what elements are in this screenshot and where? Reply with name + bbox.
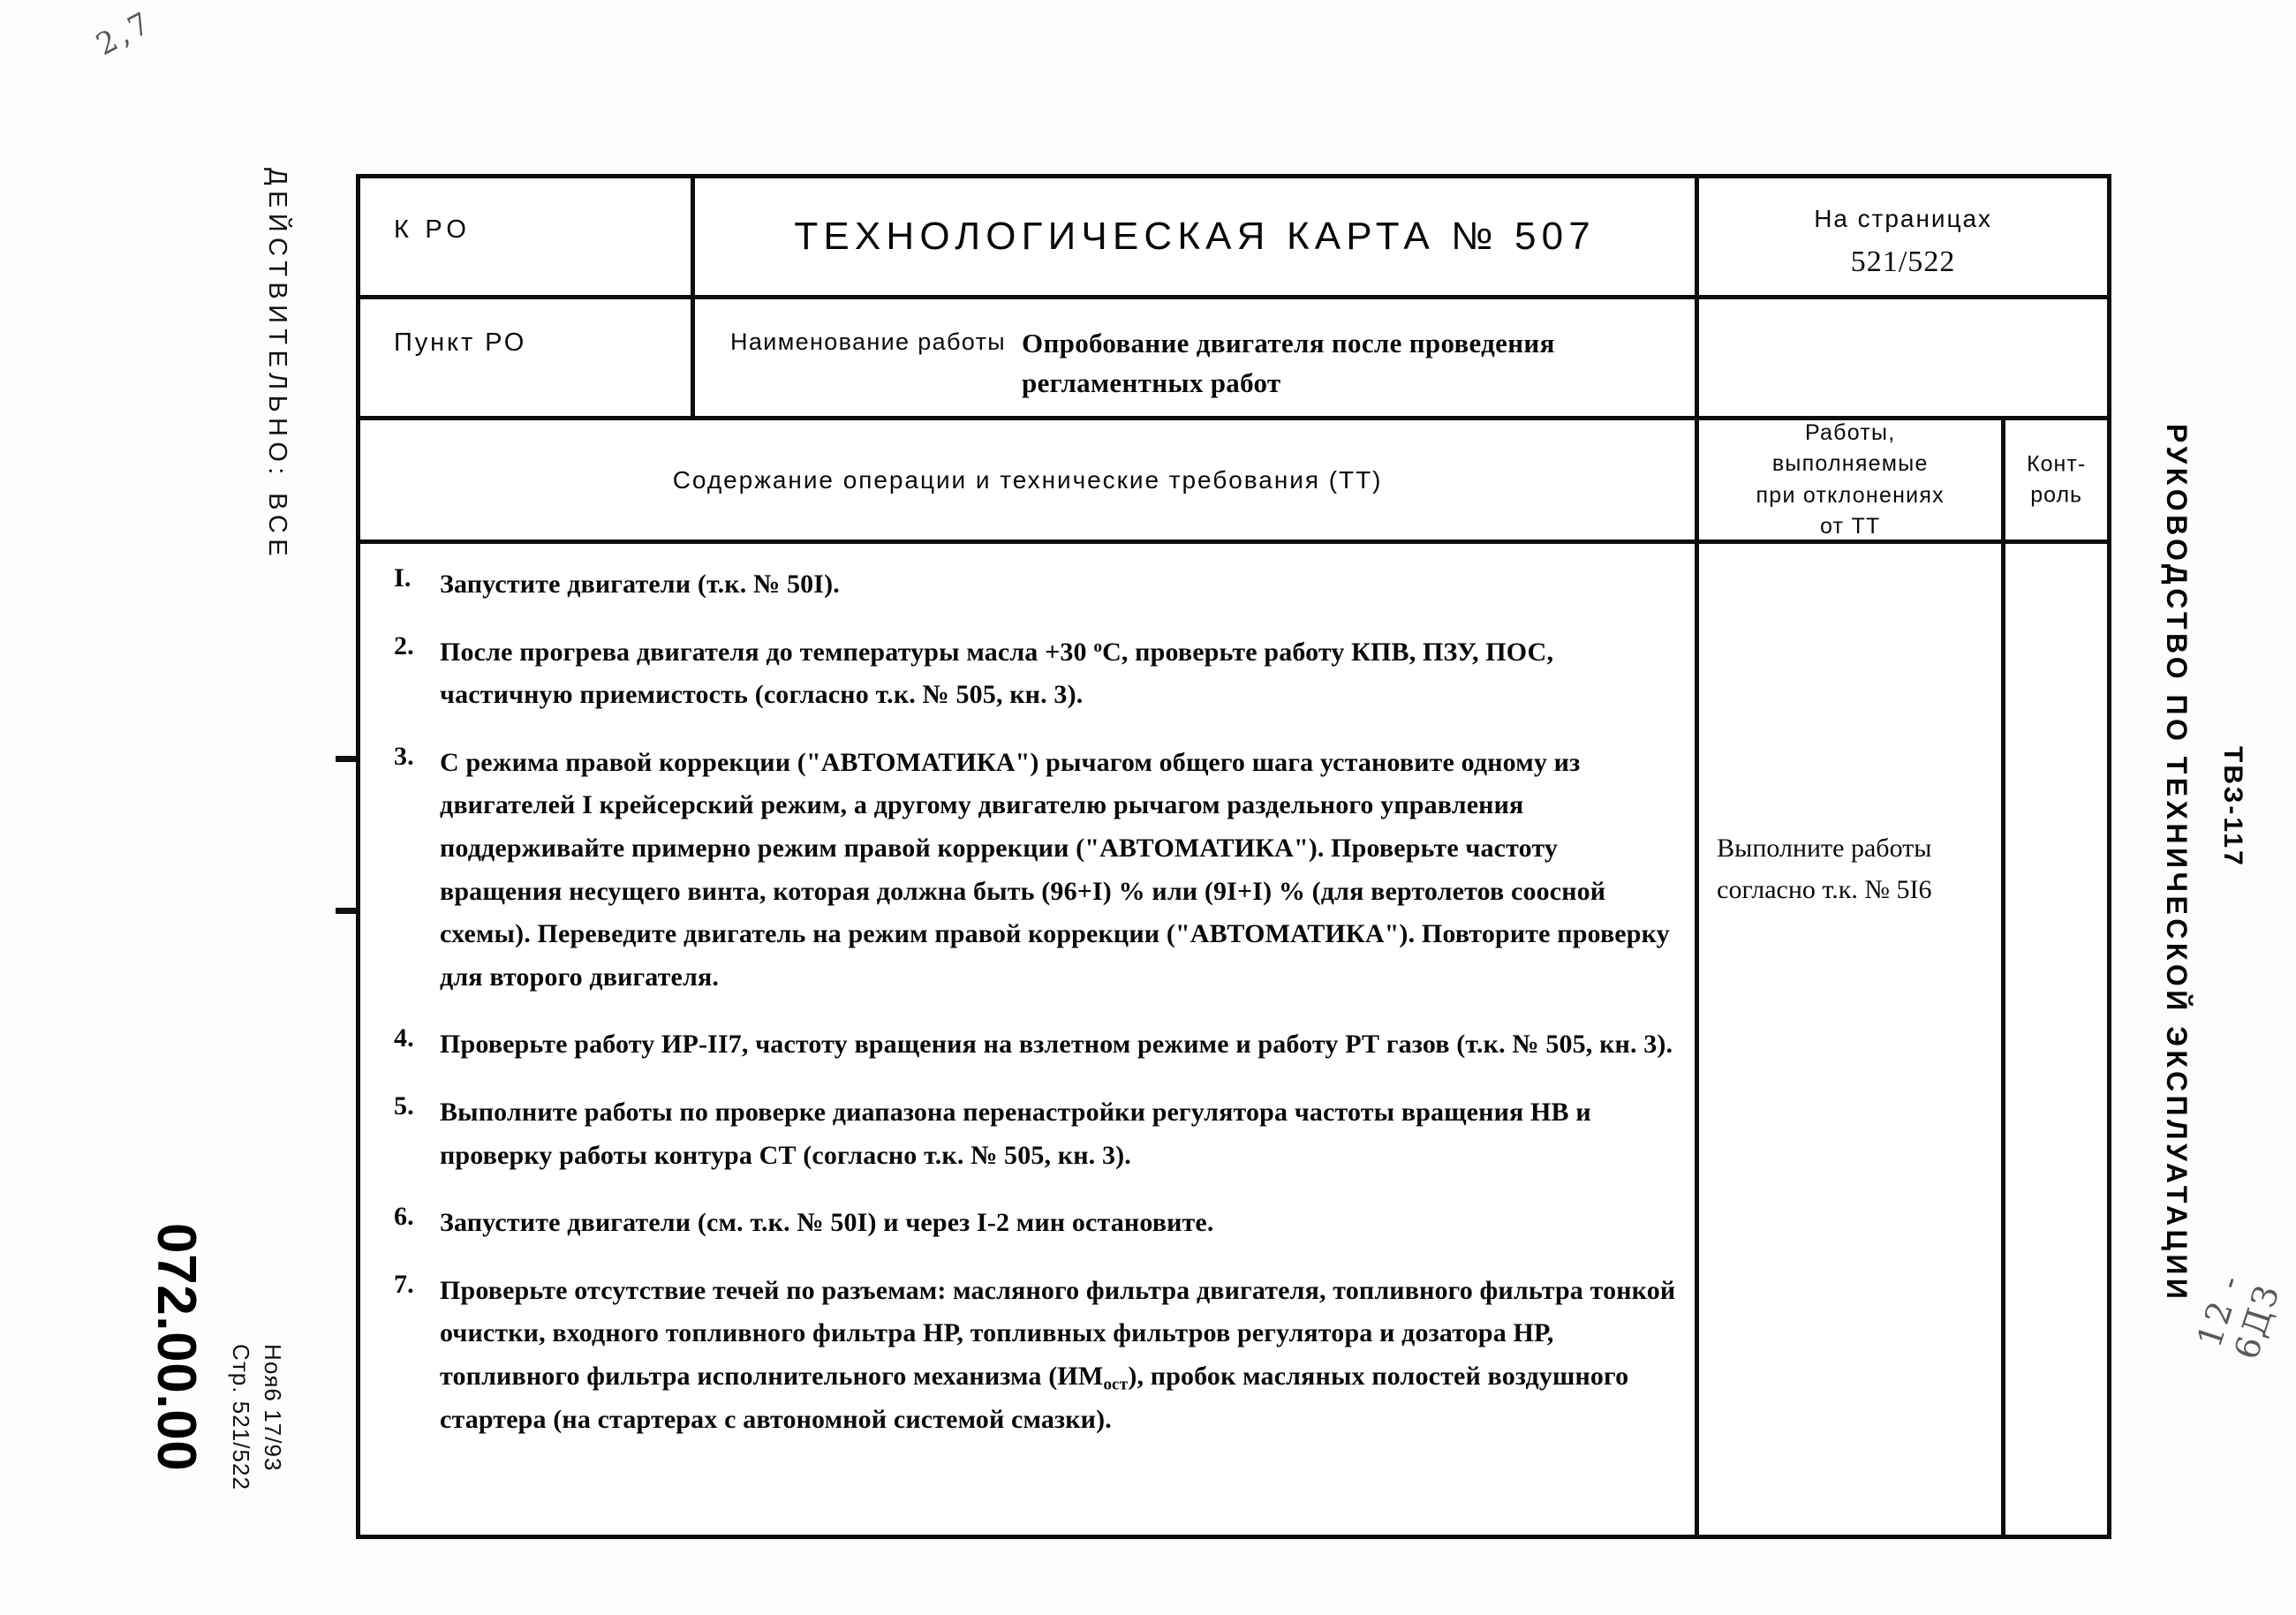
- operation-text: Выполните работы по проверке диапазона перенастройки регулятора частоты вращения НВ и проверку работы контура СТ (согласно т.к. № 505, кн. 3).: [440, 1097, 1591, 1170]
- kro-label: К РО: [394, 215, 472, 244]
- operation-number: 6.: [394, 1202, 414, 1232]
- operation-item: [394, 563, 1682, 607]
- operation-number: 4.: [394, 1023, 414, 1053]
- operation-text: Запустите двигатели (т.к. № 50I).: [440, 570, 840, 599]
- col-header-content: [360, 420, 1699, 540]
- table-body-row: [360, 544, 2107, 1535]
- col-header-dev-line2: выполняемые: [1771, 451, 1929, 476]
- operation-text: Проверьте работу ИР-II7, частоту вращения на взлетном режиме и работу РТ газов (т.к. № 505, кн. 3).: [440, 1030, 1673, 1060]
- cell-deviation-works: [1699, 544, 2005, 1535]
- handwritten-mark-right: 12 - 6ДЗ: [2189, 1268, 2288, 1364]
- operation-number: 2.: [394, 630, 414, 660]
- col-header-dev-line1: Работы,: [1804, 419, 1896, 445]
- col-header-ctrl-line1: Конт-: [2027, 451, 2087, 476]
- technology-card-table: [356, 174, 2111, 1539]
- table-header-row-title: [360, 178, 2107, 299]
- margin-validity-text: ДЕЙСТВИТЕЛЬНО: ВСЕ: [263, 168, 291, 562]
- col-header-content-label: Содержание операции и технические требования (ТТ): [672, 465, 1383, 494]
- cell-pages: [1699, 178, 2107, 295]
- pages-label: На страницах: [1814, 205, 1992, 232]
- ro-point-label: Пункт РО: [394, 328, 527, 357]
- operation-text: После прогрева двигателя до температуры масла +30 $^o$С, проверьте работу КПВ, ПЗУ, ПОС, частичную приемистость (согласно т.к. № 505, кн. 3).: [440, 637, 1554, 710]
- cell-work-name: [695, 299, 1699, 416]
- col-header-control-label: [2005, 449, 2107, 511]
- cell-kro: [360, 178, 695, 295]
- cell-ro-point: [360, 299, 695, 416]
- handwritten-mark-top: 2,7: [90, 4, 159, 64]
- margin-manual-title: РУКОВОДСТВО ПО ТЕХНИЧЕСКОЙ ЭКСПЛУАТАЦИИ: [2161, 424, 2193, 1303]
- operation-item: [394, 1202, 1682, 1245]
- cell-operations: [360, 544, 1699, 1535]
- col-header-dev-line3: при отклонениях: [1756, 482, 1945, 508]
- operation-text: Проверьте отсутствие течей по разъемам: масляного фильтра двигателя, топливного фильтра тонкой очистки, входного топливного фильтра НР, топливных фильтров регулятора и дозатора НР, топливного фильтра исполнительного механизма $(ИМ_{ост})$, пробок масляных полостей воздушного стартера (на стартерах с автономной системой смазки).: [440, 1275, 1676, 1434]
- document-number: 072.00.00: [146, 1223, 207, 1472]
- footer-revision-date: Ноя6 17/93: [260, 1344, 286, 1472]
- operation-text: С режима правой коррекции ("АВТОМАТИКА") рычагом общего шага установите одному из двигателей I крейсерский режим, а другому двигателю рычагом раздельного управления поддерживайте примерно режим правой коррекции ("АВТОМАТИКА"). Проверьте частоту вращения несущего винта, которая должна быть (96+I) % или (9I+I) % (для вертолетов соосной схемы). Переведите двигатель на режим правой коррекции ("АВТОМАТИКА"). Повторите проверку для второго двигателя.: [440, 747, 1670, 992]
- cell-card-title: [695, 178, 1699, 295]
- work-name-value: Опробование двигателя после проведения регламентных работ: [1022, 328, 1555, 398]
- col-header-ctrl-line2: роль: [2030, 482, 2083, 508]
- operation-text: Запустите двигатели (см. т.к. № 50I) и через I-2 мин остановите.: [440, 1208, 1214, 1238]
- col-header-deviations: [1699, 420, 2005, 540]
- operation-number: 7.: [394, 1269, 414, 1299]
- operation-item: [394, 742, 1682, 1000]
- operation-item: [394, 1270, 1682, 1441]
- card-title: ТЕХНОЛОГИЧЕСКАЯ КАРТА № 507: [794, 215, 1596, 258]
- col-header-deviations-label: [1699, 418, 2001, 543]
- cell-header-blank: [1699, 299, 2107, 416]
- footer-page-number: Стр. 521/522: [228, 1344, 254, 1491]
- deviation-note: Выполните работы согласно т.к. № 5I6: [1717, 834, 1932, 904]
- work-name-label: Наименование работы: [730, 328, 1007, 355]
- operation-item: [394, 1091, 1682, 1177]
- table-header-row-workname: [360, 299, 2107, 420]
- operation-number: 3.: [394, 741, 414, 771]
- pages-value: 521/522: [1850, 245, 1956, 278]
- table-column-headers: [360, 420, 2107, 544]
- col-header-control: [2005, 420, 2107, 540]
- operation-number: I.: [394, 563, 412, 592]
- cell-control: [2005, 544, 2107, 1535]
- operation-item: [394, 1023, 1682, 1067]
- operation-number: 5.: [394, 1091, 414, 1121]
- operation-item: [394, 631, 1682, 717]
- margin-engine-designation: ТВЗ-117: [2218, 746, 2247, 868]
- col-header-dev-line4: от ТТ: [1819, 514, 1881, 539]
- operations-list: [394, 563, 1682, 1466]
